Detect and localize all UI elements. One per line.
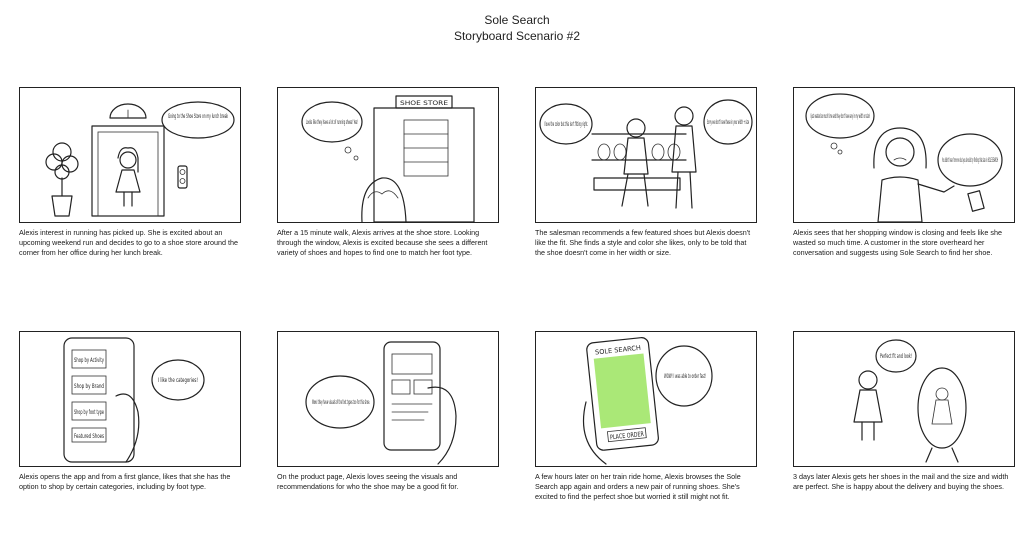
panel-7-caption: A few hours later on her train ride home, Alexis browses the Sole Search app again and orders a new pair of running shoes. She's excited to find the perfect shoe but worried it still might not fit. xyxy=(535,472,741,501)
category-brand: Shop by Brand xyxy=(74,382,104,390)
product-page-sketch xyxy=(278,332,498,466)
panel-2-bubble-text: Looks like they have a lot of running shoes! Yes! xyxy=(306,118,358,126)
panel-7-bubble-text: WOW! I was able to order fast! xyxy=(664,372,706,380)
panel-6-bubble-text: Wow! they have visuals of the foot types too for this shoe. xyxy=(312,398,370,406)
storyboard-panel-7 xyxy=(535,331,757,501)
category-featured: Featured Shoes xyxy=(74,432,105,440)
elevator-sketch xyxy=(20,88,240,222)
category-foot-type: Shop by foot type xyxy=(74,408,104,416)
storefront-sketch xyxy=(278,88,498,222)
panel-8-bubble-text: Perfect fit and look! xyxy=(880,352,912,360)
panel-4-bubble-text: I just wasted so much time and they don't have any in my width or size! xyxy=(810,112,870,120)
app-title-on-screen: SOLE SEARCH xyxy=(594,343,641,357)
storyboard-panel-2 xyxy=(277,87,499,257)
place-order-on-screen: PLACE ORDER xyxy=(609,428,657,442)
panel-3-sketch xyxy=(535,87,757,223)
panel-5-bubble-text: I like the categories! xyxy=(158,376,198,384)
panel-3-bubble2-text: Sorry we don't have these in your width + size xyxy=(707,118,749,126)
storyboard-panel-3 xyxy=(535,87,757,257)
order-placed-sketch xyxy=(536,332,756,466)
page-title: Sole Search xyxy=(484,13,550,27)
panel-6-sketch xyxy=(277,331,499,467)
page-subtitle: Storyboard Scenario #2 xyxy=(453,29,581,43)
panel-3-caption: The salesman recommends a few featured shoes but Alexis doesn't like the fit. She finds a style and color she likes, only to be told that the shoe doesn't come in her width or size. xyxy=(535,228,751,257)
app-categories-sketch xyxy=(20,332,240,466)
panel-5-caption: Alexis opens the app and from a first glance, likes that she has the option to shop by certain categories, including by foot type. xyxy=(19,472,231,491)
panel-1-caption: Alexis interest in running has picked up. She is excited about an upcoming weekend run and decides to go to a shoe store around the corner from her office during her lunch break. xyxy=(19,228,238,257)
frustrated-customer-sketch xyxy=(794,88,1014,222)
shoe-store-fitting-sketch xyxy=(536,88,756,222)
panel-8-caption: 3 days later Alexis gets her shoes in the mail and the size and width are perfect. She is happy about the delivery and buying the shoes. xyxy=(793,472,1009,491)
storyboard-panel-5 xyxy=(19,331,241,492)
storyboard-header xyxy=(0,12,1034,44)
panel-5-sketch xyxy=(19,331,241,467)
storyboard-panel-4 xyxy=(793,87,1015,257)
panel-6-caption: On the product page, Alexis loves seeing the visuals and recommendations for who the shoe may be a good fit for. xyxy=(277,472,459,491)
panel-7-sketch xyxy=(535,331,757,467)
storyboard-panel-1 xyxy=(19,87,241,257)
panel-2-sketch xyxy=(277,87,499,223)
storyboard-panel-6 xyxy=(277,331,499,492)
panel-4-caption: Alexis sees that her shopping window is closing and feels like she wasted so much time. A customer in the store overheard her conversation and suggests using Sole Search to find her shoe. xyxy=(793,228,1002,257)
panel-8-sketch xyxy=(793,331,1015,467)
panel-4-sketch xyxy=(793,87,1015,223)
panel-1-bubble-text: Going to the Shoe Store on my lunch break xyxy=(168,112,229,120)
panel-3-bubble-text: I love the color but this isn't fitting right. xyxy=(544,120,588,128)
panel-1-sketch xyxy=(19,87,241,223)
category-activity: Shop by Activity xyxy=(74,356,105,364)
mirror-sketch xyxy=(794,332,1014,466)
panel-4-bubble2-text: You didn't hear from me but you should try finding that size in SOLE SEARCH xyxy=(941,156,999,164)
shoe-store-sign: SHOE STORE xyxy=(400,99,448,107)
panel-2-caption: After a 15 minute walk, Alexis arrives at the shoe store. Looking through the window, Alexis is excited because she sees a different variety of shoes and hopes to find one to match her foot type. xyxy=(277,228,488,257)
storyboard-panel-8 xyxy=(793,331,1015,492)
